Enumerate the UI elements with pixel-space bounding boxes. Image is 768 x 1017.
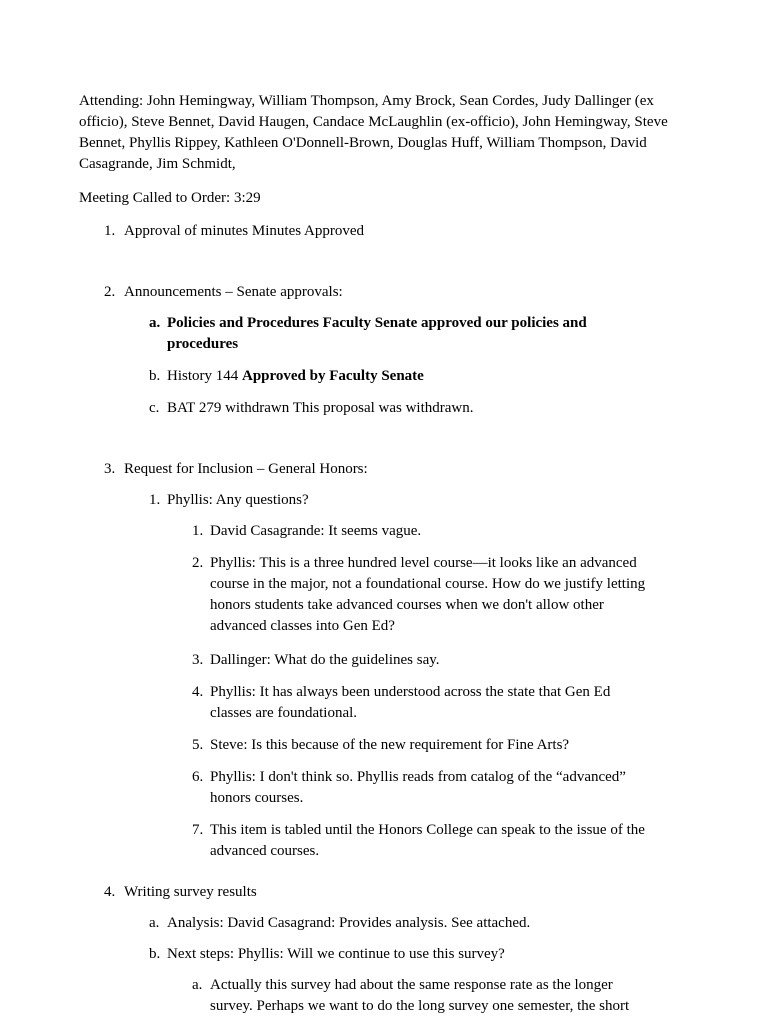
item-letter: a. (192, 977, 203, 993)
point-text: David Casagrande: It seems vague. (210, 523, 422, 539)
item-text: Writing survey results (124, 884, 257, 900)
item-number: 1. (149, 492, 161, 508)
agenda-item-2 (104, 282, 343, 303)
point-text: Phyllis: This is a three hundred level course—it looks like an advanced course in the major, not a foundational course. How do we justify letting honors students take advanced courses when we don't allow other advanced classes into Gen Ed? (210, 555, 646, 634)
agenda-item-2c (149, 398, 474, 419)
item-text: Request for Inclusion – General Honors: (124, 461, 368, 477)
attending-list: Attending: John Hemingway, William Thompson, Amy Brock, Sean Cordes, Judy Dallinger (ex officio), Steve Bennet, David Haugen, Candace McLaughlin (ex-officio), John Hemingway, Steve Bennet, Phyllis Rippey, Kathleen O'Donnell-Brown, Douglas Huff, William Thompson, David Casagrande, Jim Schmidt, (79, 93, 668, 172)
point-text: Phyllis: It has always been understood across the state that Gen Ed classes are foundational. (210, 684, 611, 721)
agenda-item-1 (104, 221, 364, 242)
discussion-point (192, 521, 650, 542)
discussion-point (192, 820, 650, 862)
item-number: 2. (104, 284, 116, 300)
point-text: Phyllis: I don't think so. Phyllis reads from catalog of the “advanced” honors courses. (210, 769, 626, 806)
discussion-point (192, 682, 630, 724)
point-text: This item is tabled until the Honors College can speak to the issue of the advanced courses. (210, 822, 645, 859)
point-number: 1. (192, 523, 204, 539)
discussion-point (192, 553, 650, 637)
agenda-item-2a (149, 313, 619, 355)
point-number: 5. (192, 737, 204, 753)
item-text: BAT 279 withdrawn This proposal was withdrawn. (167, 400, 474, 416)
item-letter: a. (149, 315, 161, 331)
item-text: Announcements – Senate approvals: (124, 284, 343, 300)
point-number: 6. (192, 769, 204, 785)
point-number: 2. (192, 555, 204, 571)
item-text: Policies and Procedures Faculty Senate approved our policies and procedures (167, 315, 587, 352)
agenda-item-3 (104, 459, 368, 480)
item-text: Actually this survey had about the same response rate as the longer survey. Perhaps we want to do the long survey one semester, the short (210, 977, 630, 1014)
agenda-item-4a (149, 913, 530, 934)
item-text: Phyllis: Any questions? (167, 492, 309, 508)
point-number: 7. (192, 822, 204, 838)
item-text: History 144 (167, 368, 242, 384)
agenda-item-4b (149, 944, 505, 965)
item-text: Approval of minutes Minutes Approved (124, 223, 364, 239)
item-number: 4. (104, 884, 116, 900)
point-text: Steve: Is this because of the new requirement for Fine Arts? (210, 737, 570, 753)
agenda-item-2b (149, 366, 424, 387)
item-letter: c. (149, 400, 160, 416)
point-number: 3. (192, 652, 204, 668)
item-letter: b. (149, 946, 161, 962)
discussion-point (192, 650, 650, 671)
item-letter: b. (149, 368, 161, 384)
point-number: 4. (192, 684, 204, 700)
meeting-called-to-order: Meeting Called to Order: 3:29 (79, 190, 261, 206)
discussion-point (192, 735, 650, 756)
agenda-item-3-1 (149, 490, 309, 511)
discussion-point (192, 767, 630, 809)
agenda-item-4b-a (192, 975, 640, 1017)
item-text: Analysis: David Casagrand: Provides analysis. See attached. (167, 915, 531, 931)
item-number: 3. (104, 461, 116, 477)
item-text: Next steps: Phyllis: Will we continue to use this survey? (167, 946, 505, 962)
point-text: Dallinger: What do the guidelines say. (210, 652, 440, 668)
item-number: 1. (104, 223, 116, 239)
item-letter: a. (149, 915, 160, 931)
item-status: Approved by Faculty Senate (242, 368, 424, 384)
agenda-item-4 (104, 882, 257, 903)
